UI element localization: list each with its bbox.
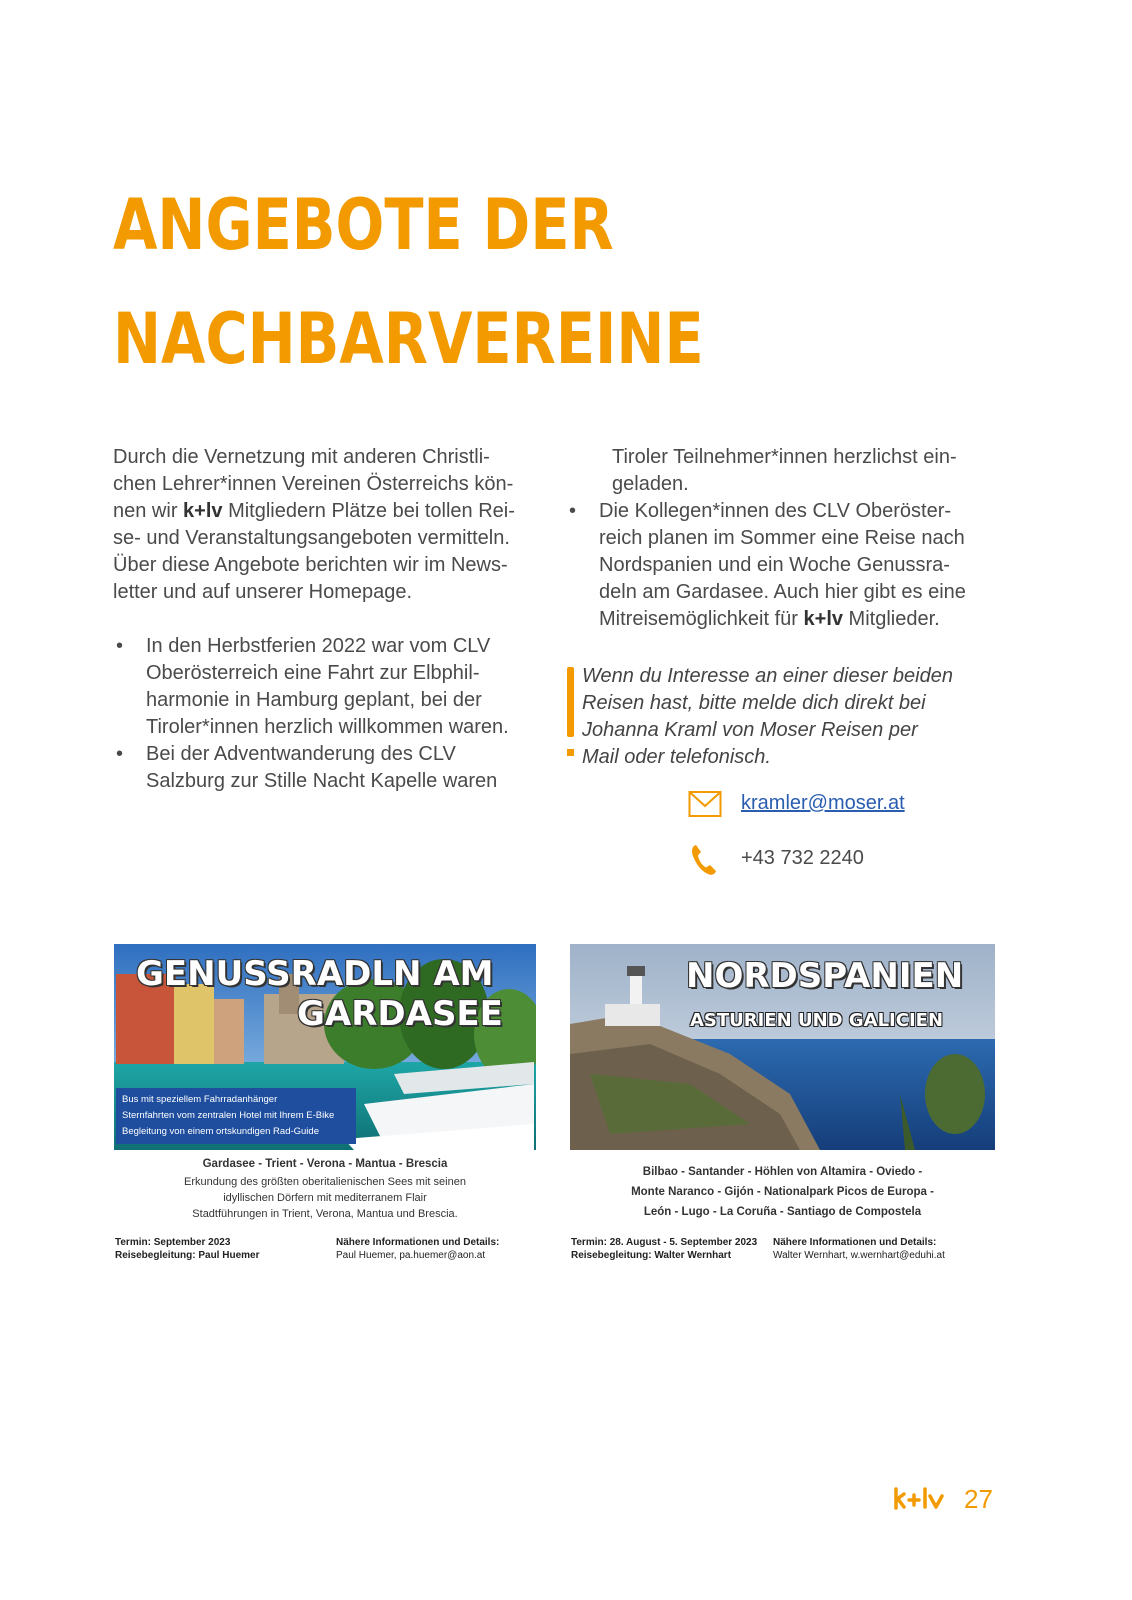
offer-list-continued — [569, 498, 1019, 633]
intro-line: letter und auf unserer Homepage. — [113, 581, 413, 603]
list-item-line: deln am Gardasee. Auch hier gibt es eine — [599, 581, 966, 603]
klv-logo — [892, 1486, 946, 1517]
intro-line: nen wir — [113, 500, 184, 522]
flyer-route: León - Lugo - La Coruña - Santiago de Compostela — [643, 1206, 922, 1218]
flyer-body — [570, 1162, 995, 1222]
list-item — [113, 741, 551, 795]
list-item-line: In den Herbstferien 2022 war vom CLV — [146, 635, 491, 657]
intro-paragraph — [113, 444, 551, 606]
notice-box — [567, 663, 1017, 771]
list-item-line: Tiroler*innen herzlich willkommen waren. — [146, 716, 509, 738]
bullet-icon: • — [116, 635, 124, 657]
notice-text — [582, 663, 1017, 771]
notice-line: Reisen hast, bitte melde dich direkt bei — [582, 692, 926, 714]
intro-line: Über diese Angebote berichten wir im News- — [113, 554, 508, 576]
flyer-info-label: Nähere Informationen und Details: — [773, 1237, 937, 1248]
title-line-1: ANGEBOTE DER — [113, 184, 614, 266]
flyer-gardasee — [114, 944, 536, 1266]
right-column — [569, 444, 1019, 633]
list-item-continued — [579, 444, 1019, 498]
flyer-title: GENUSSRADLN AM — [136, 954, 494, 994]
list-item — [113, 633, 551, 741]
list-item-line: reich planen im Sommer eine Reise nach — [599, 527, 965, 549]
flyer-info-label: Nähere Informationen und Details: — [336, 1237, 500, 1248]
title-line-2: NACHBARVEREINE — [113, 298, 704, 380]
notice-line: Johanna Kraml von Moser Reisen per — [582, 719, 918, 741]
bullet-icon: • — [569, 500, 577, 522]
flyer-title: GARDASEE — [297, 994, 503, 1034]
flyer-route: Monte Naranco - Gijón - Nationalpark Picos de Europa - — [631, 1186, 934, 1198]
phone-number: +43 732 2240 — [741, 847, 864, 869]
flyer-desc-line: Erkundung des größten oberitalienischen Sees mit seinen — [184, 1176, 466, 1188]
offer-list — [113, 633, 551, 795]
flyer-termin: Termin: September 2023 — [115, 1237, 231, 1248]
flyer-route: Gardasee - Trient - Verona - Mantua - Brescia — [202, 1158, 448, 1170]
list-item-line: harmonie in Hamburg geplant, bei der — [146, 689, 482, 711]
bullet-icon: • — [116, 743, 124, 765]
intro-line: chen Lehrer*innen Vereinen Österreichs kön- — [113, 473, 514, 495]
brand-name: k+lv — [183, 500, 223, 522]
email-link[interactable]: kramler@moser.at — [741, 792, 905, 814]
flyer-route: Bilbao - Santander - Höhlen von Altamira - Oviedo - — [642, 1166, 923, 1178]
flyer-termin: Termin: 28. August - 5. September 2023 — [571, 1237, 758, 1248]
list-item-line: Mitglieder. — [843, 608, 940, 630]
list-item-line: Bei der Adventwanderung des CLV — [146, 743, 456, 765]
exclamation-icon — [567, 667, 575, 759]
feature-line: Begleitung von einem ortskundigen Rad-Guide — [122, 1126, 319, 1137]
notice-line: Wenn du Interesse an einer dieser beiden — [582, 665, 953, 687]
intro-line: se- und Veranstaltungsangeboten vermitteln. — [113, 527, 510, 549]
flyer-subtitle: ASTURIEN UND GALICIEN — [690, 1010, 944, 1031]
list-item-line: Salzburg zur Stille Nacht Kapelle waren — [146, 770, 498, 792]
left-column — [113, 444, 551, 795]
phone-icon — [688, 843, 718, 883]
envelope-icon — [688, 790, 722, 824]
feature-box — [116, 1088, 356, 1144]
intro-line: Mitgliedern Plätze bei tollen Rei- — [222, 500, 515, 522]
flyer-desc-line: idyllischen Dörfern mit mediterranem Flair — [223, 1192, 427, 1204]
list-item-line: Tiroler Teilnehmer*innen herzlichst ein- — [612, 446, 957, 468]
feature-line: Bus mit speziellem Fahrradanhänger — [122, 1094, 278, 1105]
list-item-line: Die Kollegen*innen des CLV Oberöster- — [599, 500, 952, 522]
flyer-title: NORDSPANIEN — [686, 956, 964, 996]
intro-line: Durch die Vernetzung mit anderen Christli- — [113, 446, 490, 468]
list-item-line: geladen. — [612, 473, 689, 495]
flyer-info: Walter Wernhart, w.wernhart@eduhi.at — [773, 1250, 945, 1261]
page-number: 27 — [964, 1484, 993, 1514]
page-title — [113, 168, 704, 396]
brand-name: k+lv — [803, 608, 843, 630]
list-item-line: Nordspanien und ein Woche Genussra- — [599, 554, 950, 576]
flyer-guide: Reisebegleitung: Walter Wernhart — [571, 1250, 732, 1261]
flyer-desc-line: Stadtführungen in Trient, Verona, Mantua und Brescia. — [192, 1208, 458, 1220]
flyer-nordspanien — [570, 944, 995, 1266]
flyer-info: Paul Huemer, pa.huemer@aon.at — [336, 1250, 486, 1261]
feature-line: Sternfahrten vom zentralen Hotel mit Ihrem E-Bike — [122, 1110, 335, 1121]
flyer-guide: Reisebegleitung: Paul Huemer — [115, 1250, 260, 1261]
list-item — [569, 498, 1019, 633]
list-item-line: Oberösterreich eine Fahrt zur Elbphil- — [146, 662, 480, 684]
list-item-line: Mitreisemöglichkeit für — [599, 608, 804, 630]
notice-line: Mail oder telefonisch. — [582, 746, 771, 768]
flyer-body — [114, 1154, 536, 1222]
